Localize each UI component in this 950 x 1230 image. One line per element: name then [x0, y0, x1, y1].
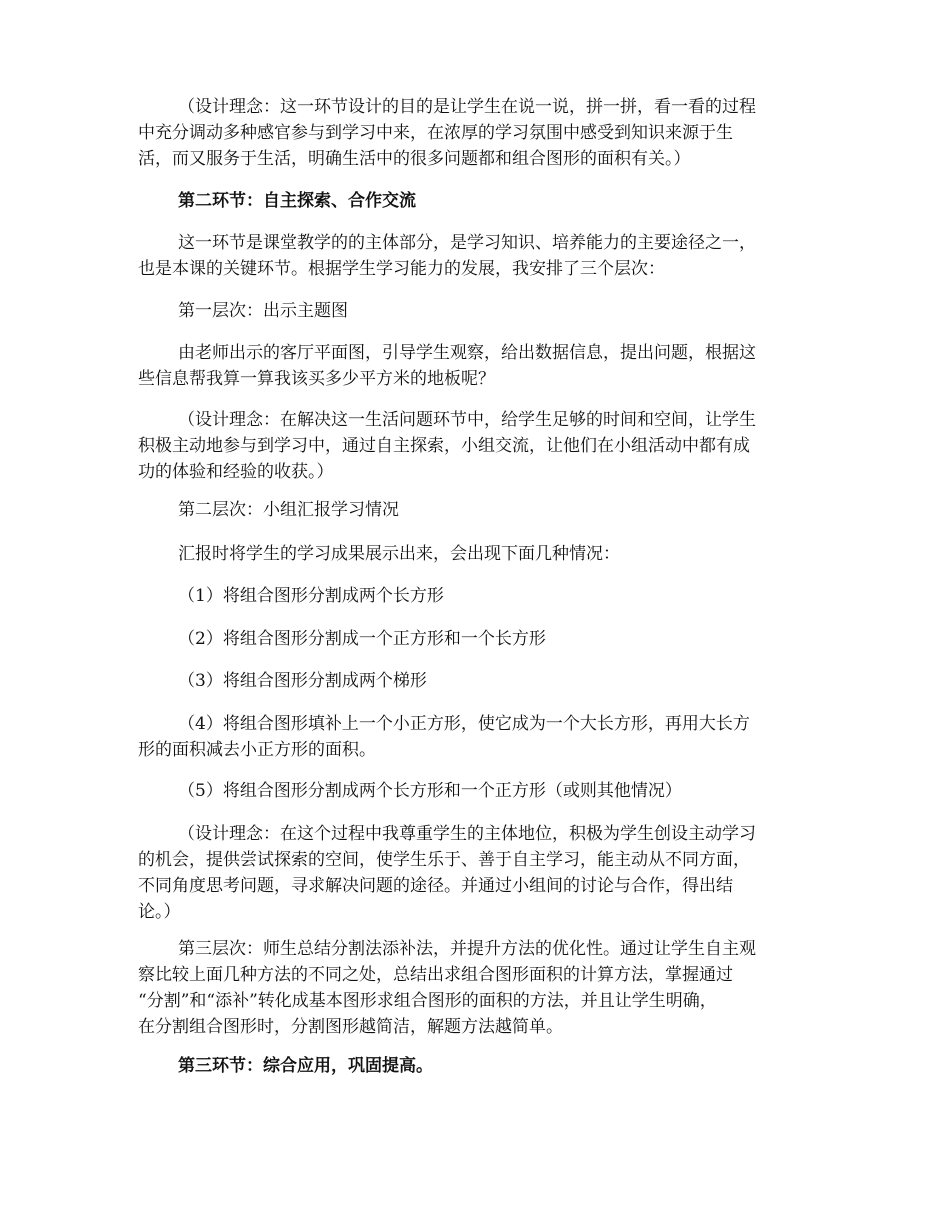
text-line: 察比较上面几种方法的不同之处，总结出求组合图形面积的计算方法，掌握通过 — [138, 965, 733, 985]
text-line: 在分割组合图形时，分割图形越简洁，解题方法越简单。 — [138, 1017, 563, 1037]
subheading-level-1 — [138, 298, 814, 324]
list-item-1 — [138, 583, 814, 609]
paragraph-stage-2-intro — [138, 230, 814, 282]
text-line: （设计理念：在这个过程中我尊重学生的主体地位，积极为学生创设主动学习 — [178, 824, 756, 844]
text-line: （设计理念：这一环节设计的目的是让学生在说一说，拼一拼，看一看的过程 — [178, 97, 756, 117]
heading-text: 第二环节：自主探索、合作交流 — [178, 191, 416, 211]
section-heading-stage-3 — [138, 1053, 814, 1079]
text-line: 这一环节是课堂教学的的主体部分，是学习知识、培养能力的主要途径之一， — [178, 233, 756, 253]
text-line: 的机会，提供尝试探索的空间，使学生乐于、善于自主学习，能主动从不同方面， — [138, 850, 750, 870]
text-line: 论。） — [138, 902, 181, 922]
text-line: 积极主动地参与到学习中，通过自主探索，小组交流，让他们在小组活动中都有成 — [138, 436, 750, 456]
paragraph-design-concept-1 — [138, 94, 814, 172]
text-line: （5）将组合图形分割成两个长方形和一个正方形（或则其他情况） — [178, 781, 682, 801]
paragraph-design-concept-3 — [138, 821, 814, 925]
text-line: 第三层次：师生总结分割法添补法，并提升方法的优化性。通过让学生自主观 — [178, 939, 756, 959]
paragraph-design-concept-2 — [138, 407, 814, 485]
paragraph-level-3 — [138, 936, 814, 1040]
paragraph-level-2-intro — [138, 541, 814, 567]
text-line: 形的面积减去小正方形的面积。 — [138, 740, 376, 760]
text-line: （3）将组合图形分割成两个梯形 — [178, 671, 427, 691]
section-heading-stage-2 — [138, 188, 814, 214]
list-item-4 — [138, 711, 814, 763]
text-line: 第一层次：出示主题图 — [178, 301, 348, 321]
text-line: 第二层次：小组汇报学习情况 — [178, 500, 399, 520]
text-line: （2）将组合图形分割成一个正方形和一个长方形 — [178, 629, 546, 649]
text-line: （设计理念：在解决这一生活问题环节中，给学生足够的时间和空间，让学生 — [178, 410, 756, 430]
text-line: 些信息帮我算一算我该买多少平方米的地板呢？ — [138, 369, 495, 389]
text-line: 也是本课的关键环节。根据学生学习能力的发展，我安排了三个层次： — [138, 259, 665, 279]
text-line: 中充分调动多种感官参与到学习中来，在浓厚的学习氛围中感受到知识来源于生 — [138, 123, 733, 143]
text-line: （1）将组合图形分割成两个长方形 — [178, 586, 444, 606]
text-line: 功的体验和经验的收获。） — [138, 462, 334, 482]
list-item-3 — [138, 668, 814, 694]
text-line: （4）将组合图形填补上一个小正方形，使它成为一个大长方形，再用大长方 — [178, 714, 750, 734]
heading-text: 第三环节：综合应用，巩固提高。 — [178, 1056, 433, 1076]
list-item-5 — [138, 778, 814, 804]
paragraph-level-1-body — [138, 340, 814, 392]
text-line: 活，而又服务于生活，明确生活中的很多问题都和组合图形的面积有关。） — [138, 149, 691, 169]
text-line: 汇报时将学生的学习成果展示出来，会出现下面几种情况： — [178, 544, 620, 564]
text-line: 由老师出示的客厅平面图，引导学生观察，给出数据信息，提出问题，根据这 — [178, 343, 756, 363]
subheading-level-2 — [138, 497, 814, 523]
list-item-2 — [138, 626, 814, 652]
text-line: 不同角度思考问题，寻求解决问题的途径。并通过小组间的讨论与合作，得出结 — [138, 876, 733, 896]
text-line: “分割”和“添补”转化成基本图形求组合图形的面积的方法，并且让学生明确， — [138, 991, 717, 1011]
